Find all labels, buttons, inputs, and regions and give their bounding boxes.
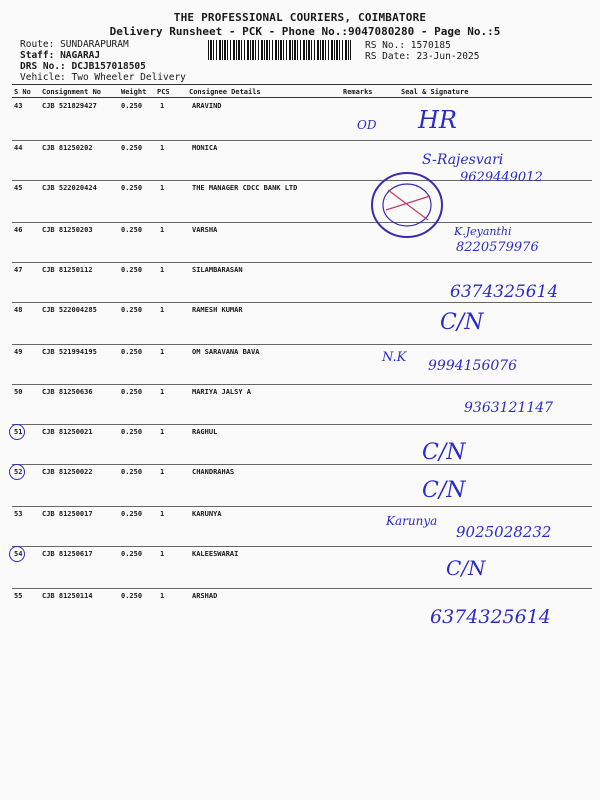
staff-label: Staff: bbox=[20, 50, 55, 61]
row-pcs: 1 bbox=[160, 510, 165, 518]
row-sno: 44 bbox=[14, 144, 23, 152]
route-line bbox=[20, 39, 129, 50]
row-weight: 0.250 bbox=[121, 306, 143, 314]
rs-no-line bbox=[365, 40, 451, 51]
row-consignee: RAGHUL bbox=[192, 428, 218, 436]
row-sno-text: 51 bbox=[14, 428, 23, 436]
hand-drawn-circle bbox=[9, 546, 25, 562]
row-sno: 49 bbox=[14, 348, 23, 356]
row-consignment: CJB 81250203 bbox=[42, 226, 93, 234]
col-remarks: Remarks bbox=[343, 88, 373, 96]
row-sno-text: 52 bbox=[14, 468, 23, 476]
row-consignment: CJB 521994195 bbox=[42, 348, 97, 356]
row-pcs: 1 bbox=[160, 184, 165, 192]
row-consignee: THE MANAGER CDCC BANK LTD bbox=[192, 184, 298, 192]
col-consignment: Consignment No bbox=[42, 88, 102, 96]
row-pcs: 1 bbox=[160, 226, 165, 234]
handwritten-phone-46: 8220579976 bbox=[456, 240, 539, 255]
rs-date-value: 23-Jun-2025 bbox=[416, 51, 480, 62]
row-consignment: CJB 521829427 bbox=[42, 102, 97, 110]
row-consignee: OM SARAVANA BAVA bbox=[192, 348, 260, 356]
hand-drawn-circle bbox=[9, 424, 25, 440]
row-consignment: CJB 81250202 bbox=[42, 144, 93, 152]
row-divider bbox=[12, 424, 592, 425]
row-consignee: MONICA bbox=[192, 144, 218, 152]
bank-stamp bbox=[368, 170, 446, 240]
row-weight: 0.250 bbox=[121, 592, 143, 600]
row-weight: 0.250 bbox=[121, 348, 143, 356]
row-sno: 43 bbox=[14, 102, 23, 110]
row-divider bbox=[12, 344, 592, 345]
row-weight: 0.250 bbox=[121, 102, 143, 110]
handwritten-phone-53: 9025028232 bbox=[456, 523, 552, 541]
row-sno: 46 bbox=[14, 226, 23, 234]
row-weight: 0.250 bbox=[121, 266, 143, 274]
col-seal: Seal & Signature bbox=[401, 88, 469, 96]
handwritten-remark-43: OD bbox=[357, 118, 377, 132]
row-sno bbox=[14, 428, 22, 436]
barcode bbox=[208, 40, 351, 60]
handwritten-phone-50: 9363121147 bbox=[464, 400, 554, 416]
table-row bbox=[0, 546, 600, 576]
row-weight: 0.250 bbox=[121, 388, 143, 396]
handwritten-phone-44: 9629449012 bbox=[460, 170, 543, 185]
row-sno bbox=[14, 550, 22, 558]
row-consignee: KARUNYA bbox=[192, 510, 222, 518]
route-label: Route: bbox=[20, 39, 55, 50]
rs-no-value: 1570185 bbox=[410, 40, 451, 51]
col-pcs: PCS bbox=[157, 88, 170, 96]
row-sno bbox=[14, 468, 22, 476]
handwritten-name-44: S-Rajesvari bbox=[422, 152, 504, 168]
staff-line bbox=[20, 50, 100, 61]
row-consignment: CJB 81250017 bbox=[42, 510, 93, 518]
col-sno: S No bbox=[14, 88, 31, 96]
row-consignee: ARAVIND bbox=[192, 102, 222, 110]
row-consignment: CJB 522020424 bbox=[42, 184, 97, 192]
row-weight: 0.250 bbox=[121, 144, 143, 152]
row-sno: 53 bbox=[14, 510, 23, 518]
rs-date-label: RS Date: bbox=[365, 51, 411, 62]
row-pcs: 1 bbox=[160, 388, 165, 396]
col-consignee: Consignee Details bbox=[189, 88, 261, 96]
row-consignee: RAMESH KUMAR bbox=[192, 306, 243, 314]
row-divider bbox=[12, 546, 592, 547]
vehicle-value: Two Wheeler Delivery bbox=[71, 72, 186, 83]
row-pcs: 1 bbox=[160, 468, 165, 476]
row-pcs: 1 bbox=[160, 102, 165, 110]
row-weight: 0.250 bbox=[121, 226, 143, 234]
table-row bbox=[0, 464, 600, 494]
row-consignment: CJB 81250617 bbox=[42, 550, 93, 558]
row-divider bbox=[12, 588, 592, 589]
handwritten-sig-48: C/N bbox=[440, 310, 484, 335]
row-sno: 50 bbox=[14, 388, 23, 396]
handwritten-phone-49: 9994156076 bbox=[428, 358, 518, 374]
row-consignee: CHANDRAHAS bbox=[192, 468, 235, 476]
handwritten-sig-54: C/N bbox=[446, 556, 486, 580]
handwritten-phone-55: 6374325614 bbox=[430, 606, 551, 628]
hand-drawn-circle bbox=[9, 464, 25, 480]
table-row bbox=[0, 424, 600, 454]
table-row bbox=[0, 140, 600, 170]
handwritten-sig-51: C/N bbox=[422, 440, 466, 465]
row-weight: 0.250 bbox=[121, 184, 143, 192]
rs-no-label: RS No.: bbox=[365, 40, 406, 51]
drs-value: DCJB157018505 bbox=[71, 61, 146, 72]
row-divider bbox=[12, 384, 592, 385]
row-consignment: CJB 81250112 bbox=[42, 266, 93, 274]
drs-label: DRS No.: bbox=[20, 61, 66, 72]
table-row bbox=[0, 302, 600, 332]
row-divider bbox=[12, 222, 592, 223]
row-sno: 45 bbox=[14, 184, 23, 192]
row-divider bbox=[12, 140, 592, 141]
row-consignment: CJB 81250022 bbox=[42, 468, 93, 476]
row-consignment: CJB 522004285 bbox=[42, 306, 97, 314]
row-sno-text: 54 bbox=[14, 550, 23, 558]
handwritten-sig-49: N.K bbox=[382, 350, 407, 365]
row-consignment: CJB 81250021 bbox=[42, 428, 93, 436]
table-row bbox=[0, 98, 600, 128]
handwritten-name-53: Karunya bbox=[386, 514, 438, 528]
row-consignee: SILAMBARASAN bbox=[192, 266, 243, 274]
row-consignee: KALEESWARAI bbox=[192, 550, 239, 558]
row-sno: 48 bbox=[14, 306, 23, 314]
row-consignee: ARSHAD bbox=[192, 592, 218, 600]
drs-line bbox=[20, 61, 146, 72]
row-pcs: 1 bbox=[160, 428, 165, 436]
row-divider bbox=[12, 506, 592, 507]
runsheet-subtitle: Delivery Runsheet - PCK - Phone No.:9047080280 - Page No.:5 bbox=[109, 25, 501, 38]
row-consignee: VARSHA bbox=[192, 226, 218, 234]
row-pcs: 1 bbox=[160, 592, 165, 600]
row-pcs: 1 bbox=[160, 144, 165, 152]
row-weight: 0.250 bbox=[121, 428, 143, 436]
row-pcs: 1 bbox=[160, 306, 165, 314]
row-pcs: 1 bbox=[160, 550, 165, 558]
company-title: THE PROFESSIONAL COURIERS, COIMBATORE bbox=[173, 11, 427, 24]
row-consignment: CJB 81250114 bbox=[42, 592, 93, 600]
row-divider bbox=[12, 302, 592, 303]
col-weight: Weight bbox=[121, 88, 147, 96]
row-divider bbox=[12, 464, 592, 465]
row-weight: 0.250 bbox=[121, 550, 143, 558]
route-value: SUNDARAPURAM bbox=[60, 39, 129, 50]
row-sno: 47 bbox=[14, 266, 23, 274]
handwritten-sig-43: HR bbox=[418, 106, 457, 134]
row-pcs: 1 bbox=[160, 266, 165, 274]
staff-value: NAGARAJ bbox=[60, 50, 101, 61]
handwritten-sig-52: C/N bbox=[422, 478, 466, 503]
vehicle-line bbox=[20, 72, 186, 83]
header-top-rule bbox=[12, 84, 592, 85]
row-sno: 55 bbox=[14, 592, 23, 600]
row-weight: 0.250 bbox=[121, 468, 143, 476]
row-weight: 0.250 bbox=[121, 510, 143, 518]
row-consignee: MARIYA JALSY A bbox=[192, 388, 252, 396]
row-consignment: CJB 81250636 bbox=[42, 388, 93, 396]
handwritten-name-46: K.Jeyanthi bbox=[454, 225, 512, 238]
row-divider bbox=[12, 262, 592, 263]
vehicle-label: Vehicle: bbox=[20, 72, 66, 83]
rs-date-line bbox=[365, 51, 479, 62]
handwritten-phone-47: 6374325614 bbox=[450, 282, 559, 302]
row-pcs: 1 bbox=[160, 348, 165, 356]
